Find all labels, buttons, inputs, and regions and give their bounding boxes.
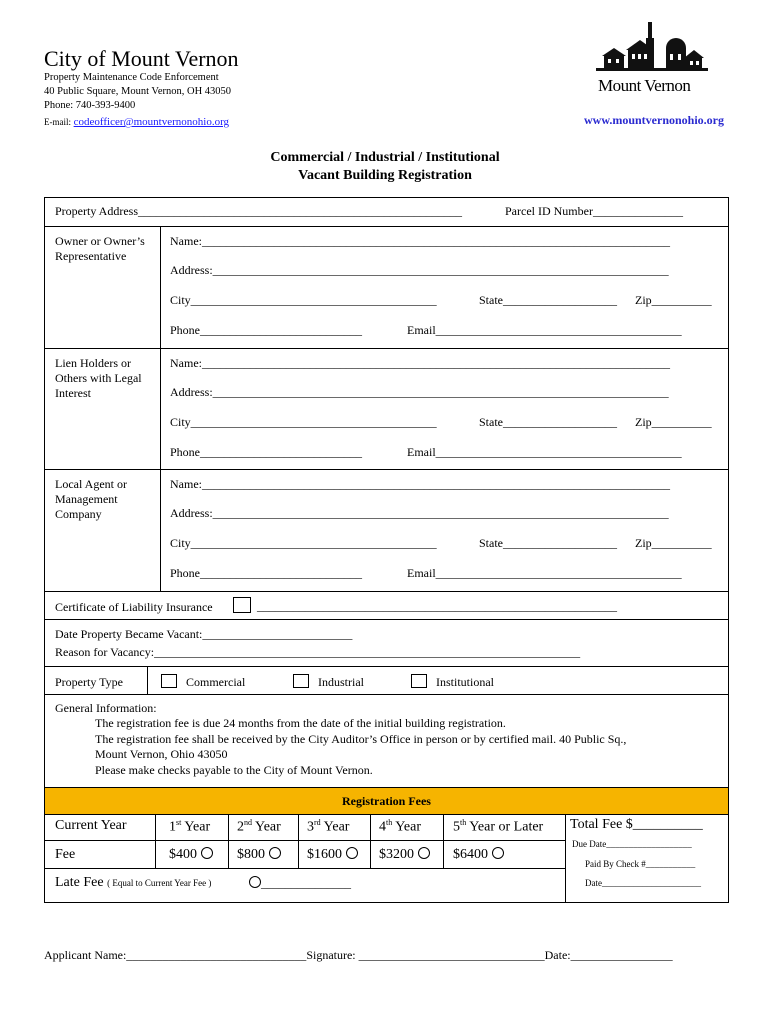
form-title-line1: Commercial / Industrial / Institutional: [270, 150, 500, 165]
fee-label: Fee: [55, 847, 76, 862]
commercial-checkbox[interactable]: [161, 674, 177, 688]
vacancy-reason-field[interactable]: Reason for Vacancy:_______________________________________________________________________: [55, 645, 581, 659]
logo-text: Mount Vernon: [598, 76, 691, 95]
insurance-checkbox[interactable]: [233, 597, 251, 613]
owner-email-field[interactable]: Email_________________________________________: [407, 323, 682, 337]
fee-1600-radio[interactable]: [346, 847, 358, 859]
agent-name-field[interactable]: Name:______________________________________________________________________________: [170, 477, 670, 491]
industrial-label: Industrial: [318, 675, 364, 689]
agent-zip-field[interactable]: Zip__________: [635, 536, 712, 550]
paid-by-check-field[interactable]: Paid By Check #___________: [585, 859, 696, 869]
lien-name-field[interactable]: Name:______________________________________________________________________________: [170, 356, 670, 370]
agent-state-field[interactable]: State___________________: [479, 536, 617, 550]
applicant-name-field[interactable]: Applicant Name:______________________________: [44, 948, 307, 962]
registration-fees-title: Registration Fees: [342, 794, 431, 808]
lien-city-field[interactable]: City_________________________________________: [170, 415, 437, 429]
general-info-heading: General Information:: [55, 701, 157, 715]
fee-1600-option[interactable]: $1600: [307, 847, 358, 863]
late-fee-row: [55, 875, 211, 891]
parcel-id-field[interactable]: Parcel ID Number_______________: [505, 204, 683, 218]
institutional-checkbox[interactable]: [411, 674, 427, 688]
commercial-label: Commercial: [186, 675, 246, 689]
signature-date-field[interactable]: Date:_________________: [544, 948, 673, 962]
fee-400-option[interactable]: $400: [169, 847, 213, 863]
option-institutional[interactable]: [411, 674, 494, 690]
general-info-line2: The registration fee shall be received by the City Auditor’s Office in person or by certified mail. 40 Public Sq.,: [95, 732, 627, 746]
section-lien-holders: Lien Holders or Others with Legal Interest: [55, 356, 142, 400]
insurance-field[interactable]: ____________________________________________________________: [257, 599, 617, 613]
owner-city-field[interactable]: City_________________________________________: [170, 293, 437, 307]
fee-800-radio[interactable]: [269, 847, 281, 859]
office-phone: Phone: 740-393-9400: [44, 100, 136, 111]
property-type-label: Property Type: [55, 675, 123, 689]
year-2-header: 2nd Year: [237, 818, 281, 835]
registration-form: [44, 197, 729, 903]
option-industrial[interactable]: [293, 674, 364, 690]
late-fee-label: Late Fee: [55, 875, 104, 890]
year-5-header: 5th Year or Later: [453, 818, 544, 835]
general-info-line1: The registration fee is due 24 months from the date of the initial building registration.: [95, 716, 506, 730]
fee-6400-radio[interactable]: [492, 847, 504, 859]
owner-name-field[interactable]: Name:______________________________________________________________________________: [170, 234, 670, 248]
fee-400-radio[interactable]: [201, 847, 213, 859]
section-owner: Owner or Owner’s Representative: [55, 234, 145, 263]
owner-state-field[interactable]: State___________________: [479, 293, 617, 307]
insurance-label: Certificate of Liability Insurance: [55, 600, 213, 614]
lien-zip-field[interactable]: Zip__________: [635, 415, 712, 429]
owner-address-field[interactable]: Address:____________________________________________________________________________: [170, 263, 669, 277]
section-local-agent: Local Agent or Management Company: [55, 477, 127, 521]
agent-city-field[interactable]: City_________________________________________: [170, 536, 437, 550]
fee-6400-option[interactable]: $6400: [453, 847, 504, 863]
lien-email-field[interactable]: Email_________________________________________: [407, 445, 682, 459]
general-info-line4: Please make checks payable to the City of Mount Vernon.: [95, 763, 373, 777]
option-commercial[interactable]: [161, 674, 245, 690]
total-fee-field[interactable]: Total Fee $__________: [570, 817, 703, 832]
property-address-field[interactable]: Property Address______________________________________________________: [55, 204, 462, 218]
year-4-header: 4th Year: [379, 818, 422, 835]
city-logo: [596, 20, 708, 100]
email-line: [44, 116, 229, 128]
general-info-line3: Mount Vernon, Ohio 43050: [95, 747, 228, 761]
registration-fees-bar: [45, 788, 728, 814]
late-fee-note: ( Equal to Current Year Fee ): [107, 878, 212, 888]
lien-address-field[interactable]: Address:____________________________________________________________________________: [170, 385, 669, 399]
owner-phone-field[interactable]: Phone___________________________: [170, 323, 362, 337]
city-title: City of Mount Vernon: [44, 46, 239, 71]
agent-phone-field[interactable]: Phone___________________________: [170, 566, 362, 580]
agent-email-field[interactable]: Email_________________________________________: [407, 566, 682, 580]
industrial-checkbox[interactable]: [293, 674, 309, 688]
fee-800-option[interactable]: $800: [237, 847, 281, 863]
email-label: E-mail:: [44, 117, 71, 127]
late-fee-radio[interactable]: [249, 876, 261, 888]
fee-3200-option[interactable]: $3200: [379, 847, 430, 863]
agent-address-field[interactable]: Address:____________________________________________________________________________: [170, 506, 669, 520]
lien-phone-field[interactable]: Phone___________________________: [170, 445, 362, 459]
year-3-header: 3rd Year: [307, 818, 350, 835]
year-1-header: 1st Year: [169, 818, 211, 835]
late-fee-field[interactable]: _______________: [261, 876, 351, 890]
department: Property Maintenance Code Enforcement: [44, 72, 219, 83]
vacant-date-field[interactable]: Date Property Became Vacant:_________________________: [55, 627, 353, 641]
owner-zip-field[interactable]: Zip__________: [635, 293, 712, 307]
form-title-line2: Vacant Building Registration: [298, 168, 472, 183]
fee-3200-radio[interactable]: [418, 847, 430, 859]
office-address: 40 Public Square, Mount Vernon, OH 43050: [44, 86, 232, 97]
paid-date-field[interactable]: Date______________________: [585, 878, 701, 888]
website-link[interactable]: www.mountvernonohio.org: [583, 113, 724, 127]
due-date-field[interactable]: Due Date___________________: [572, 839, 692, 849]
current-year-label: Current Year: [55, 818, 127, 833]
institutional-label: Institutional: [436, 675, 494, 689]
lien-state-field[interactable]: State___________________: [479, 415, 617, 429]
email-link[interactable]: codeofficer@mountvernonohio.org: [73, 116, 230, 128]
city-skyline-icon: [596, 20, 708, 80]
signature-row: [44, 948, 673, 963]
signature-field[interactable]: Signature: _______________________________: [306, 948, 545, 962]
